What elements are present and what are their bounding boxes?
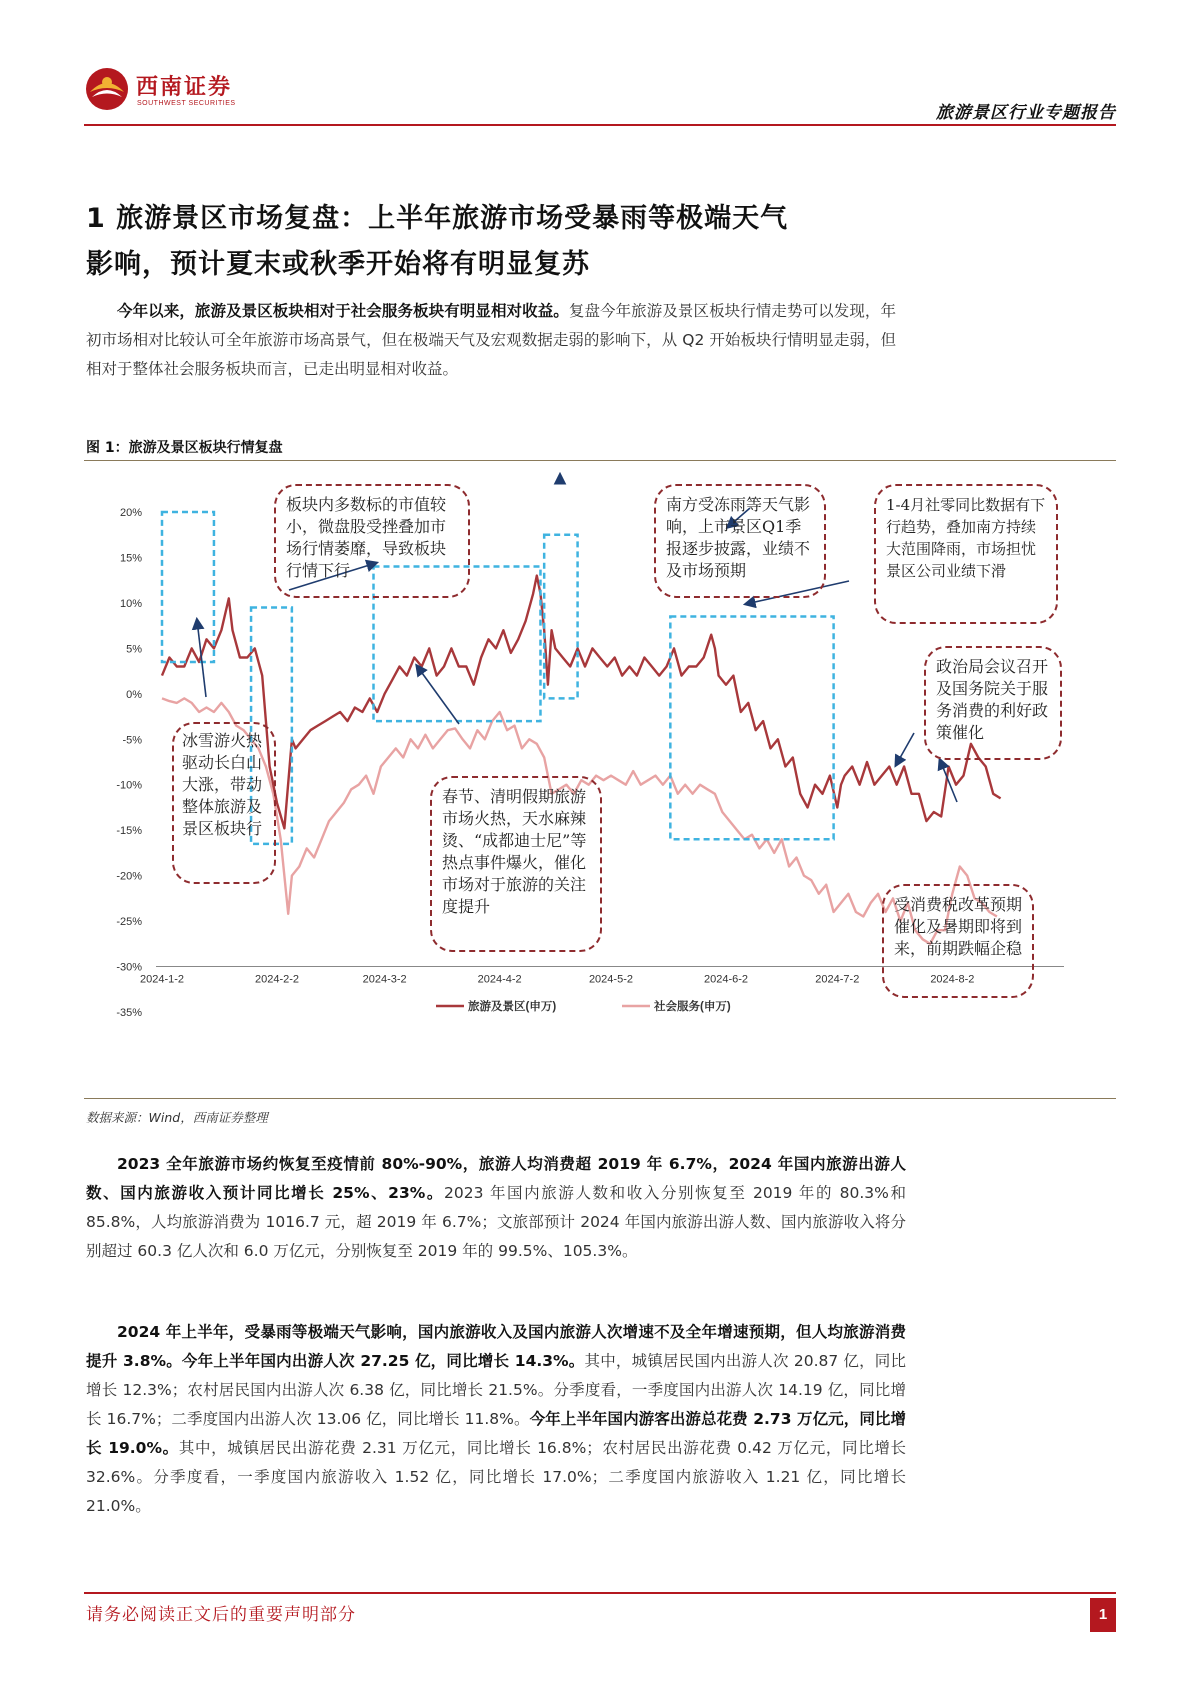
logo [84,66,244,116]
paragraph-h1-text1: 其中，城镇居民国内出游人次 20.87 亿，同比增长 12.3%；农村居民国内出游人次 6.38 亿，同比增长 21.5%。分季度看，一季度国内出游人次 14.19 亿，同比增长 16.7%；二季度国内出游人次 13.06 亿，同比增长 11.8%。 [86,1352,906,1428]
x-tick-label: 2024-4-2 [477,973,522,986]
figure-title: 图 1：旅游及景区板块行情复盘 [86,440,283,456]
annotation-freezing-rain: 南方受冻雨等天气影响，上市景区Q1季报逐步披露，业绩不及市场预期 [654,484,826,598]
x-tick-label: 2024-6-2 [703,973,749,986]
y-tick-label: 0% [126,688,142,701]
annotation-retail-data: 1-4月社零同比数据有下行趋势，叠加南方持续大范围降雨，市场担忧景区公司业绩下滑 [874,484,1058,624]
legend-label: 旅游及景区(申万) [468,1001,557,1013]
y-tick-label: -10% [116,779,142,792]
x-tick-label: 2024-7-2 [815,973,860,986]
paragraph-intro-bold: 今年以来，旅游及景区板块相对于社会服务板块有明显相对收益。 [117,302,569,320]
section-title-line1: 1 旅游景区市场复盘：上半年旅游市场受暴雨等极端天气 [86,203,789,234]
section-title [86,196,1116,288]
header-rule [84,124,1116,126]
y-tick-label: 20% [119,507,142,519]
annotation-ice-snow: 冰雪游火热驱动长白山大涨，带动整体旅游及景区板块行 [172,722,276,884]
footer-rule [84,1592,1116,1594]
x-tick-label: 2024-3-2 [362,973,407,986]
y-tick-label: -25% [116,916,142,929]
brand-name-en: SOUTHWEST SECURITIES [137,100,236,107]
figure-rule-top [84,460,1116,461]
y-tick-label: 15% [119,552,142,565]
paragraph-2023-text: 2023 年国内旅游人数和收入分别恢复至 2019 年的 80.3%和 85.8%，人均旅游消费为 1016.7 元，超 2019 年 6.7%；文旅部预计 2024 年国内旅游出游人数、国内旅游收入将分别超过 60.3 亿人次和 6.0 万亿元，分别恢复至 2019 年的 99.5%、105.3%。 [86,1184,906,1260]
y-axis-ticks [116,507,142,1019]
paragraph-intro-text: 复盘今年旅游及景区板块行情走势可以发现，年初市场相对比较认可全年旅游市场高景气，但在极端天气及宏观数据走弱的影响下，从 Q2 开始板块行情明显走弱，但相对于整体社会服务板块而言，已走出明显相对收益。 [86,302,896,378]
paragraph-h1-2024 [86,1318,906,1521]
figure-rule-bottom [84,1098,1116,1099]
brand-name-cn: 西南证券 [136,75,233,100]
annotation-holiday: 春节、清明假期旅游市场火热，天水麻辣烫、“成都迪士尼”等热点事件爆火，催化市场对于旅游的关注度提升 [430,776,602,952]
paragraph-h1-bold1: 2024 年上半年，受暴雨等极端天气影响，国内旅游收入及国内旅游人次增速不及全年增速预期，但人均旅游消费提升 3.8%。今年上半年国内出游人次 27.25 亿，同比增长 14.3%。 [86,1323,906,1370]
y-tick-label: -20% [116,870,142,883]
x-tick-label: 2024-5-2 [588,973,633,986]
x-tick-label: 2024-2-2 [255,973,300,986]
y-tick-label: -5% [122,734,142,747]
x-axis-ticks [140,974,974,986]
paragraph-2023 [86,1150,906,1266]
chart-legend [436,999,731,1013]
logo-icon [84,66,130,112]
annotation-arrow [896,733,914,765]
report-title: 旅游景区行业专题报告 [936,103,1116,123]
legend-label: 社会服务(申万) [654,1001,731,1013]
y-tick-label: -30% [116,961,142,974]
footer-disclaimer: 请务必阅读正文后的重要声明部分 [86,1605,356,1625]
figure-source: 数据来源：Wind，西南证券整理 [86,1110,268,1125]
paragraph-h1-bold2: 今年上半年国内游客出游总花费 2.73 万亿元，同比增长 19.0%。 [86,1410,907,1457]
y-tick-label: -35% [116,1007,142,1019]
paragraph-2023-bold: 2023 全年旅游市场约恢复至疫情前 80%-90%，旅游人均消费超 2019 年 6.7%，2024 年国内旅游出游人数、国内旅游收入预计同比增长 25%、23%。 [86,1155,906,1202]
paragraph-h1-text2: 其中，城镇居民出游花费 2.31 万亿元，同比增长 16.8%；农村居民出游花费 0.42 万亿元，同比增长 32.6%。分季度看，一季度国内旅游收入 1.52 亿，同比增长 17.0%；二季度国内旅游收入 1.21 亿，同比增长 21.0%。 [86,1439,907,1515]
annotation-small-cap: 板块内多数标的市值较小，微盘股受挫叠加市场行情萎靡，导致板块行情下行 [274,484,470,598]
page-number: 1 [1090,1598,1116,1632]
y-tick-label: 5% [126,643,142,656]
y-tick-label: -15% [116,825,142,838]
x-tick-label: 2024-8-2 [930,973,975,986]
y-tick-label: 10% [119,597,142,610]
paragraph-intro [86,297,896,384]
x-tick-label: 2024-1-2 [139,973,185,986]
section-title-line2: 影响，预计夏末或秋季开始将有明显复苏 [86,249,590,280]
annotation-politburo: 政治局会议召开及国务院关于服务消费的利好政策催化 [924,646,1062,760]
annotation-consumption-tax: 受消费税改革预期催化及暑期即将到来，前期跌幅企稳 [882,884,1034,998]
